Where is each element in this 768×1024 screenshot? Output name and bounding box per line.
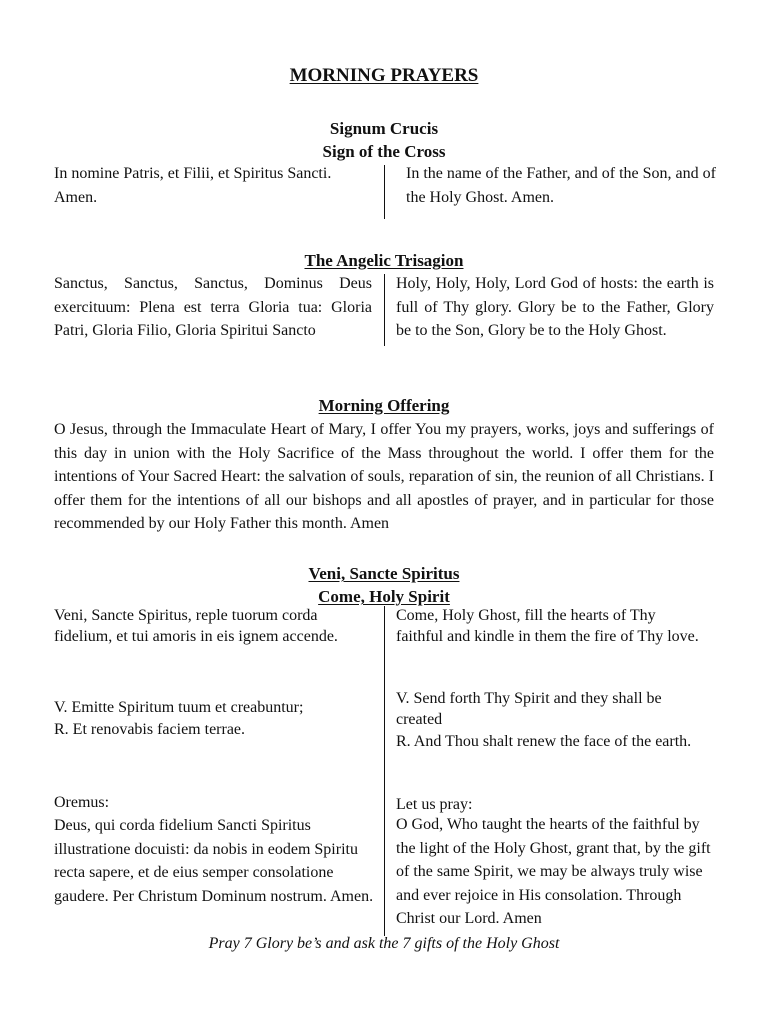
morning-offering-heading: Morning Offering bbox=[318, 396, 450, 415]
veni-english-prayer: O God, Who taught the hearts of the faithful by the light of the Holy Ghost, grant that, by the gift of the same Spirit, we may be always truly wise and ever rejoice in His consolation. Through Christ our Lord. Amen bbox=[396, 816, 711, 927]
trisagion-english: Holy, Holy, Holy, Lord God of hosts: the earth is full of Thy glory. Glory be to the Father, Glory be to the Son, Glory be to the Holy Ghost. bbox=[396, 275, 714, 339]
veni-latin-verse: Veni, Sancte Spiritus, reple tuorum corda fidelium, et tui amoris in eis ignem accende. bbox=[54, 607, 338, 645]
column-divider bbox=[384, 606, 385, 936]
veni-english-let-us-pray: Let us pray: bbox=[396, 796, 473, 813]
veni-latin-prayer: Deus, qui corda fidelium Sancti Spiritus illustratione docuisti: da nobis in eodem Spiritu recta sapere, et de eius semper consolatione gaudere. Per Christum Dominum nostrum. Amen. bbox=[54, 817, 374, 905]
column-divider bbox=[384, 274, 385, 346]
veni-english-verse: Come, Holy Ghost, fill the hearts of Thy faithful and kindle in them the fire of Thy love. bbox=[396, 607, 699, 645]
footer-note: Pray 7 Glory be’s and ask the 7 gifts of the Holy Ghost bbox=[208, 935, 560, 952]
trisagion-heading: The Angelic Trisagion bbox=[304, 251, 464, 270]
veni-english-response: R. And Thou shalt renew the face of the earth. bbox=[396, 733, 692, 750]
column-divider bbox=[384, 165, 385, 219]
sign-of-cross-english: In the name of the Father, and of the Son, and of the Holy Ghost. Amen. bbox=[406, 165, 716, 206]
trisagion-latin: Sanctus, Sanctus, Sanctus, Dominus Deus exercituum: Plena est terra Gloria tua: Gloria Patri, Gloria Filio, Gloria Spiritui Sancto bbox=[54, 275, 372, 339]
veni-heading-english: Come, Holy Spirit bbox=[318, 587, 450, 606]
veni-latin-oremus: Oremus: bbox=[54, 794, 110, 811]
morning-offering-text: O Jesus, through the Immaculate Heart of Mary, I offer You my prayers, works, joys and sufferings of this day in union with the Holy Sacrifice of the Mass throughout the world. I offer them for the intentions of Your Sacred Heart: the salvation of souls, reparation of sin, the reunion of all Christians. I offer them for the intentions of all our bishops and all apostles of prayer, and in particular for those recommended by our Holy Father this month. Amen bbox=[54, 421, 714, 532]
sign-of-cross-heading-latin: Signum Crucis bbox=[329, 119, 439, 138]
veni-latin-versicle: V. Emitte Spiritum tuum et creabuntur; bbox=[54, 699, 304, 716]
page-title: MORNING PRAYERS bbox=[289, 65, 479, 86]
veni-heading-latin: Veni, Sancte Spiritus bbox=[308, 564, 460, 583]
sign-of-cross-latin: In nomine Patris, et Filii, et Spiritus Sancti. Amen. bbox=[54, 165, 332, 206]
veni-english-versicle: V. Send forth Thy Spirit and they shall be created bbox=[396, 690, 662, 728]
veni-latin-response: R. Et renovabis faciem terrae. bbox=[54, 721, 246, 738]
sign-of-cross-heading-english: Sign of the Cross bbox=[322, 142, 446, 161]
